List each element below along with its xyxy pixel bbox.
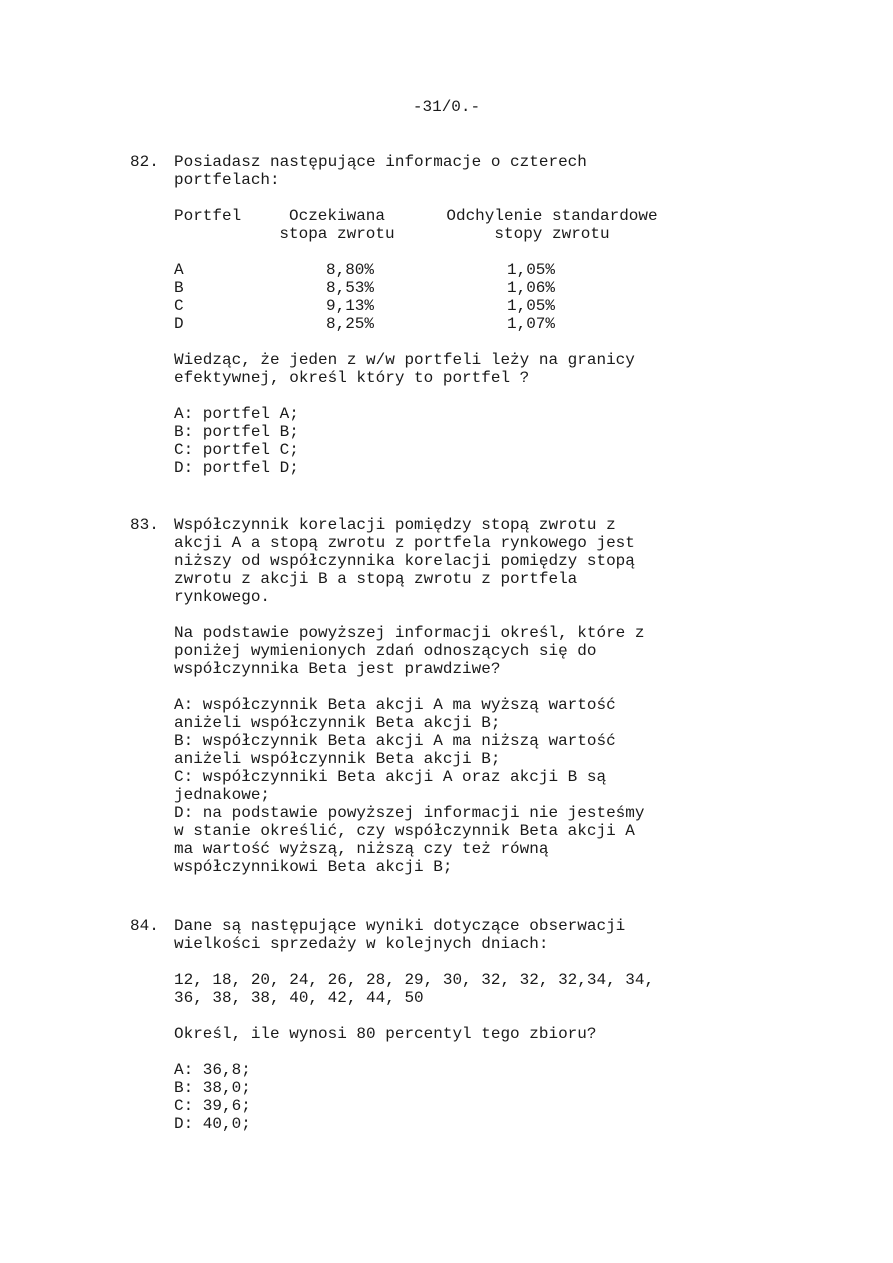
table-header <box>174 207 734 243</box>
portfolio-table <box>174 207 734 333</box>
answer-options <box>174 696 734 876</box>
header-portfel: Portfel <box>174 207 242 225</box>
prompt-line: rynkowego. <box>174 588 271 606</box>
option-c-cont: jednakowe; <box>174 786 271 804</box>
answer-options <box>174 1061 734 1133</box>
answer-options <box>174 405 734 477</box>
option-d: D: 40,0; <box>174 1115 251 1133</box>
prompt-line: zwrotu z akcji B a stopą zwrotu z portfela <box>174 570 578 588</box>
header-expected-l1: Oczekiwana <box>288 207 385 225</box>
data-line: 12, 18, 20, 24, 26, 28, 29, 30, 32, 32, 32,34, 34, <box>174 971 655 989</box>
prompt-line: Dane są następujące wyniki dotyczące obserwacji <box>174 917 626 935</box>
question-line: współczynnika Beta jest prawdziwe? <box>174 660 501 678</box>
question-number: 83. <box>130 516 159 534</box>
header-expected-l2: stopa zwrotu <box>279 225 395 243</box>
header-stdev-l2: stopy zwrotu <box>494 225 610 243</box>
prompt-line: portfelach: <box>174 171 280 189</box>
prompt-line: Współczynnik korelacji pomiędzy stopą zwrotu z <box>174 516 616 534</box>
option-c: C: portfel C; <box>174 441 299 459</box>
table-row: A 8,80% 1,05% <box>174 261 556 279</box>
option-b: B: współczynnik Beta akcji A ma niższą wartość <box>174 732 616 750</box>
option-c: C: współczynniki Beta akcji A oraz akcji B są <box>174 768 607 786</box>
option-b: B: portfel B; <box>174 423 299 441</box>
option-d: D: na podstawie powyższej informacji nie jesteśmy <box>174 804 645 822</box>
question-number: 84. <box>130 917 159 935</box>
page-number: -31/0.- <box>412 98 481 116</box>
table-row: C 9,13% 1,05% <box>174 297 556 315</box>
option-a: A: współczynnik Beta akcji A ma wyższą wartość <box>174 696 616 714</box>
prompt-line: akcji A a stopą zwrotu z portfela rynkowego jest <box>174 534 635 552</box>
prompt-line: Posiadasz następujące informacje o czterech <box>174 153 587 171</box>
option-d-cont: współczynnikowi Beta akcji B; <box>174 858 453 876</box>
table-row: B 8,53% 1,06% <box>174 279 556 297</box>
question-line: efektywnej, określ który to portfel ? <box>174 369 530 387</box>
question-line: poniżej wymienionych zdań odnoszących się do <box>174 642 597 660</box>
option-d-cont: w stanie określić, czy współczynnik Beta akcji A <box>174 822 635 840</box>
option-a: A: portfel A; <box>174 405 299 423</box>
option-b: B: 38,0; <box>174 1079 251 1097</box>
option-d: D: portfel D; <box>174 459 299 477</box>
header-stdev-l1: Odchylenie standardowe <box>446 207 658 225</box>
option-c: C: 39,6; <box>174 1097 251 1115</box>
option-d-cont: ma wartość wyższą, niższą czy też równą <box>174 840 549 858</box>
data-line: 36, 38, 38, 40, 42, 44, 50 <box>174 989 424 1007</box>
question-number: 82. <box>130 153 159 171</box>
table-row: D 8,25% 1,07% <box>174 315 556 333</box>
question-line: Określ, ile wynosi 80 percentyl tego zbioru? <box>174 1025 597 1043</box>
option-a: A: 36,8; <box>174 1061 251 1079</box>
prompt-line: niższy od współczynnika korelacji pomiędzy stopą <box>174 552 635 570</box>
prompt-line: wielkości sprzedaży w kolejnych dniach: <box>174 935 549 953</box>
question-line: Na podstawie powyższej informacji określ, które z <box>174 624 645 642</box>
option-a-cont: aniżeli współczynnik Beta akcji B; <box>174 714 501 732</box>
question-line: Wiedząc, że jeden z w/w portfeli leży na granicy <box>174 351 635 369</box>
option-b-cont: aniżeli współczynnik Beta akcji B; <box>174 750 501 768</box>
